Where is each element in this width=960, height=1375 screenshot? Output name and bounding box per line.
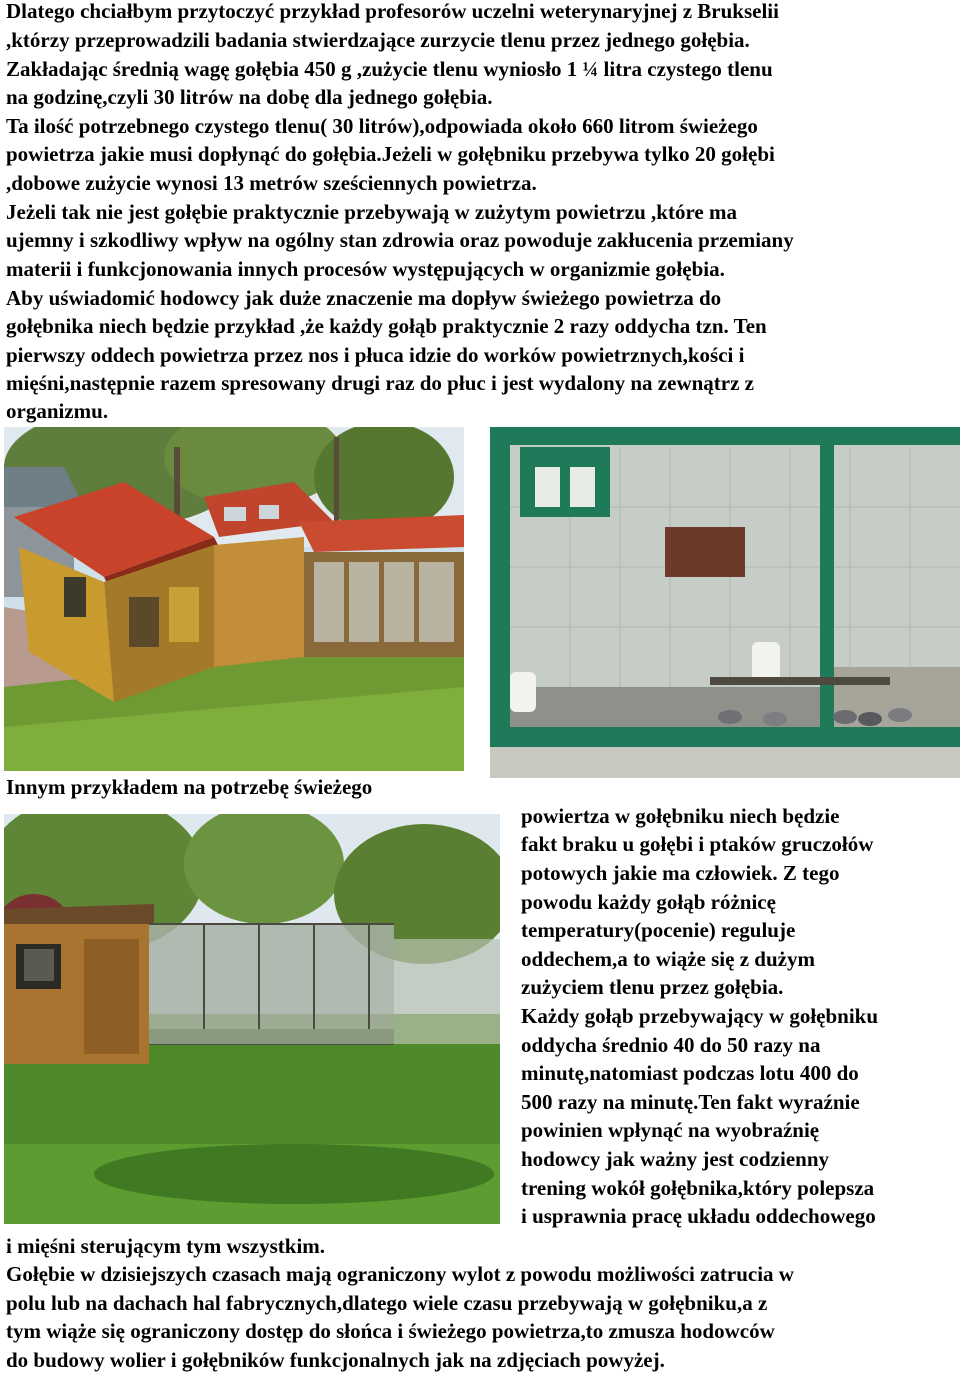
- text-line: ,dobowe zużycie wynosi 13 metrów sześciennych powietrza.: [6, 171, 537, 195]
- text-line: Zakładając średnią wagę gołębia 450 g ,zużycie tlenu wyniosło 1 ¼ litra czystego tlenu: [6, 57, 773, 81]
- text-line: potowych jakie ma człowiek. Z tego: [521, 861, 840, 885]
- caption-left: Innym przykładem na potrzebę świeżego: [6, 775, 373, 799]
- photo-aviary-interior: [490, 427, 960, 778]
- text-line: gołębnika niech będzie przykład ,że każdy gołąb praktycznie 2 razy oddycha tzn. Ten: [6, 314, 767, 338]
- text-line: na godzinę,czyli 30 litrów na dobę dla jednego gołębia.: [6, 85, 493, 109]
- text-line: ujemny i szkodliwy wpływ na ogólny stan zdrowia oraz powoduje zakłucenia przemiany: [6, 228, 794, 252]
- text-line: Dlatego chciałbym przytoczyć przykład profesorów uczelni weterynaryjnej z Brukselii: [6, 0, 779, 23]
- text-line: mięśni,następnie razem spresowany drugi raz do płuc i jest wydalony na zewnątrz z: [6, 371, 754, 395]
- text-line: Każdy gołąb przebywający w gołębniku: [521, 1004, 879, 1028]
- text-line: polu lub na dachach hal fabrycznych,dlatego wiele czasu przebywają w gołębniku,a z: [6, 1291, 768, 1315]
- text-line: pierwszy oddech powietrza przez nos i płuca idzie do worków powietrznych,kości i: [6, 343, 745, 367]
- text-line: minutę,natomiast podczas lotu 400 do: [521, 1061, 859, 1085]
- text-line: powiertza w gołębniku niech będzie: [521, 804, 840, 828]
- text-line: ,którzy przeprowadzili badania stwierdzające zurzycie tlenu przez jednego gołębia.: [6, 28, 750, 52]
- text-line: zużyciem tlenu przez gołębia.: [521, 975, 784, 999]
- text-line: hodowcy jak ważny jest codzienny: [521, 1147, 829, 1171]
- text-line: materii i funkcjonowania innych procesów występujących w organizmie gołębia.: [6, 257, 725, 281]
- text-line: trening wokół gołębnika,który polepsza: [521, 1176, 875, 1200]
- text-line: powodu każdy gołąb różnicę: [521, 890, 776, 914]
- text-line: tym wiąże się ograniczony dostęp do słońca i świeżego powietrza,to zmusza hodowców: [6, 1319, 775, 1343]
- photo-wooden-lofts: [4, 427, 464, 771]
- text-line: 500 razy na minutę.Ten fakt wyraźnie: [521, 1090, 860, 1114]
- text-line: oddycha średnio 40 do 50 razy na: [521, 1033, 821, 1057]
- text-line: oddechem,a to wiąże się z dużym: [521, 947, 815, 971]
- text-line: powietrza jakie musi dopłynąć do gołębia.Jeżeli w gołębniku przebywa tylko 20 gołębi: [6, 142, 775, 166]
- text-line: fakt braku u gołębi i ptaków gruczołów: [521, 832, 874, 856]
- text-line: Jeżeli tak nie jest gołębie praktycznie przebywają w zużytym powietrzu ,które ma: [6, 200, 737, 224]
- text-line: temperatury(pocenie) reguluje: [521, 918, 796, 942]
- text-line: Aby uświadomić hodowcy jak duże znaczenie ma dopływ świeżego powietrza do: [6, 286, 722, 310]
- text-line: do budowy wolier i gołębników funkcjonalnych jak na zdjęciach powyżej.: [6, 1348, 665, 1372]
- text-line: powinien wpłynąć na wyobraźnię: [521, 1118, 820, 1142]
- text-line: i mięśni sterującym tym wszystkim.: [6, 1234, 326, 1258]
- text-line: Gołębie w dzisiejszych czasach mają ograniczony wylot z powodu możliwości zatrucia w: [6, 1262, 794, 1286]
- text-line: Ta ilość potrzebnego czystego tlenu( 30 litrów),odpowiada około 660 litrom świeżego: [6, 114, 758, 138]
- text-line: i usprawnia pracę układu oddechowego: [521, 1204, 876, 1228]
- photo-garden-loft: [4, 814, 500, 1224]
- text-line: organizmu.: [6, 399, 109, 423]
